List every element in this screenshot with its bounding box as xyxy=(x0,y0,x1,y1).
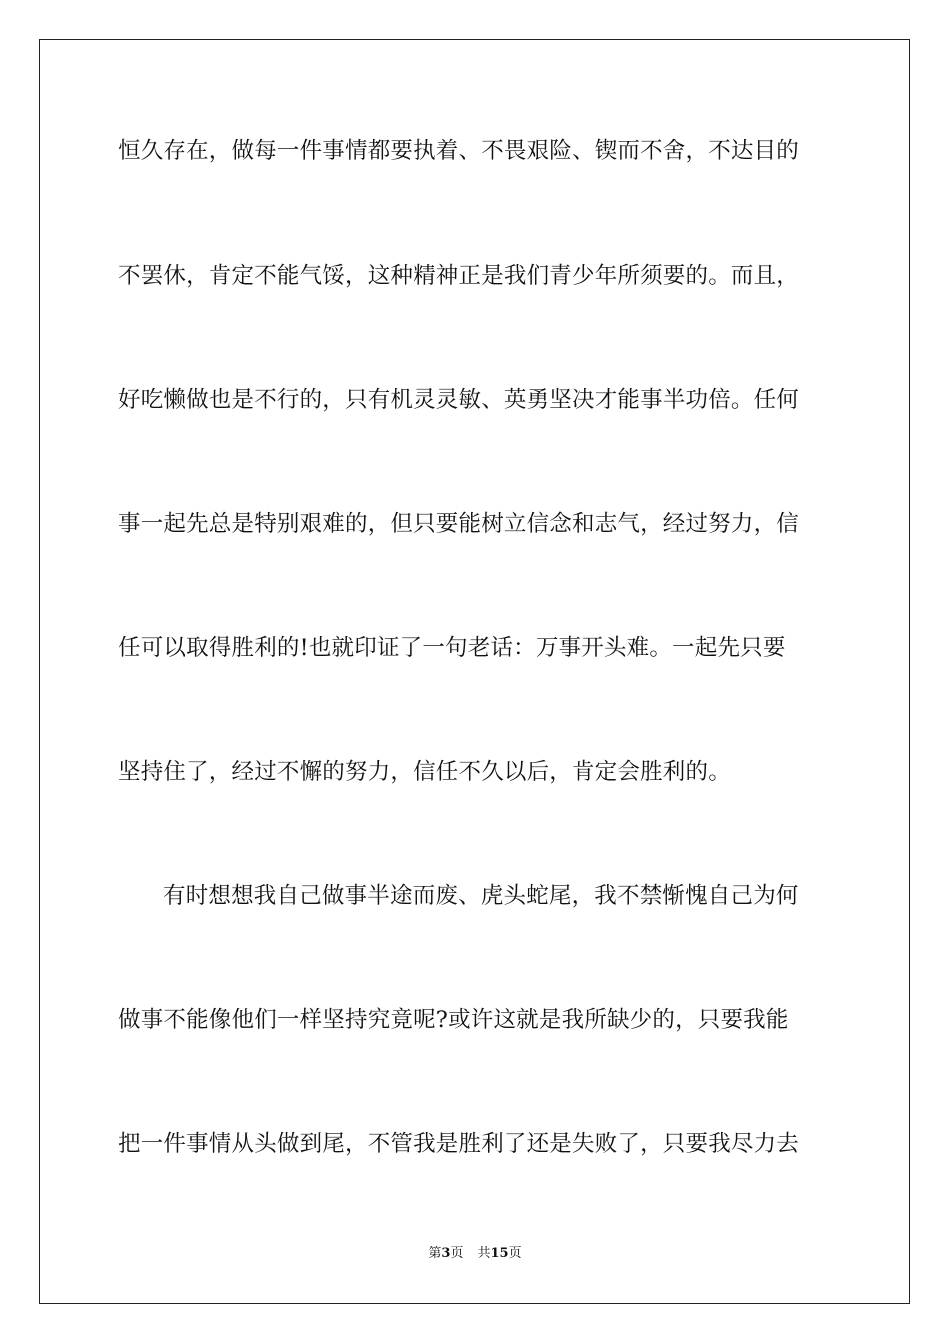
footer-page-number: 3 xyxy=(441,1246,451,1261)
body-line-9: 把一件事情从头做到尾，不管我是胜利了还是失败了，只要我尽力去 xyxy=(118,1131,800,1157)
body-line-5: 任可以取得胜利的!也就印证了一句老话：万事开头难。一起先只要 xyxy=(118,635,786,661)
body-line-4: 事一起先总是特别艰难的，但只要能树立信念和志气，经过努力，信 xyxy=(118,511,800,537)
footer-total-prefix: 共 xyxy=(477,1246,491,1261)
body-line-1: 恒久存在，做每一件事情都要执着、不畏艰险、锲而不舍，不达目的 xyxy=(118,138,800,164)
footer-page-prefix: 第 xyxy=(428,1246,442,1261)
body-line-7-paragraph-start: 有时想想我自己做事半途而废、虎头蛇尾，我不禁惭愧自己为何 xyxy=(163,883,799,909)
body-line-6: 坚持住了，经过不懈的努力，信任不久以后，肯定会胜利的。 xyxy=(118,759,731,785)
footer-total-number: 15 xyxy=(490,1246,509,1261)
page-border xyxy=(39,39,910,1304)
footer-total-suffix: 页 xyxy=(508,1246,522,1261)
body-line-8: 做事不能像他们一样坚持究竟呢?或许这就是我所缺少的，只要我能 xyxy=(118,1007,789,1033)
page-footer xyxy=(0,1245,950,1263)
footer-page-suffix: 页 xyxy=(450,1246,464,1261)
body-line-3: 好吃懒做也是不行的，只有机灵灵敏、英勇坚决才能事半功倍。任何 xyxy=(118,387,800,413)
body-line-2: 不罢休，肯定不能气馁，这种精神正是我们青少年所须要的。而且， xyxy=(118,263,800,289)
